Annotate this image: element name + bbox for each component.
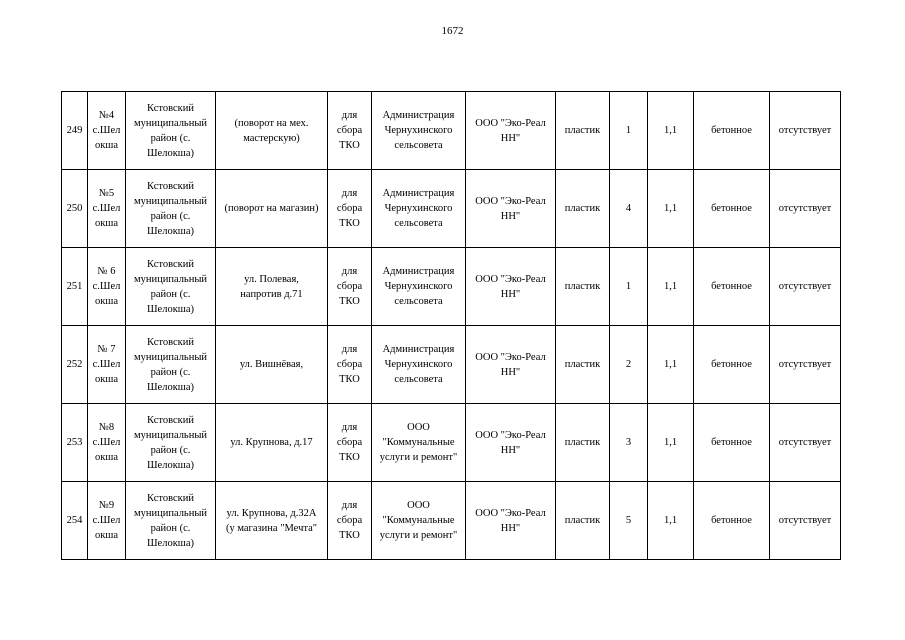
- district-line: Кстовский: [147, 180, 194, 192]
- container-count-cell: 4: [610, 170, 648, 248]
- site-id-line: №8: [98, 422, 115, 433]
- address-line: ул. Крупнова, д.17: [230, 437, 313, 448]
- purpose-line: ТКО: [339, 140, 360, 151]
- operator-line: ООО "Эко-Реал: [475, 273, 546, 285]
- site-id-line: окша: [94, 530, 119, 541]
- address-line: (у магазина "Мечта": [225, 522, 318, 534]
- address-cell: [216, 92, 328, 170]
- surface-cell: бетонное: [694, 170, 770, 248]
- district-line: район (с.: [150, 522, 191, 534]
- district-line: Шелокша): [146, 147, 195, 159]
- purpose-cell: [328, 92, 372, 170]
- purpose-line: сбора: [336, 359, 363, 370]
- material-cell: пластик: [556, 92, 610, 170]
- district-line: муниципальный: [133, 273, 208, 285]
- surface-cell: бетонное: [694, 404, 770, 482]
- operator-line: НН": [500, 522, 521, 534]
- purpose-line: ТКО: [339, 530, 360, 541]
- fence-cell: отсутствует: [770, 482, 841, 560]
- district-line: район (с.: [150, 366, 191, 378]
- purpose-line: ТКО: [339, 452, 360, 463]
- site-id-line: с.Шел: [92, 515, 121, 526]
- material-cell: пластик: [556, 326, 610, 404]
- owner-cell: [372, 404, 466, 482]
- site-id-cell: [88, 326, 126, 404]
- table-body: [62, 92, 841, 560]
- purpose-line: для: [341, 422, 358, 433]
- purpose-cell: [328, 326, 372, 404]
- surface-cell: бетонное: [694, 92, 770, 170]
- owner-line: сельсовета: [394, 218, 443, 229]
- purpose-line: ТКО: [339, 374, 360, 385]
- volume-cell: 1,1: [648, 482, 694, 560]
- purpose-line: ТКО: [339, 218, 360, 229]
- district-line: Шелокша): [146, 225, 195, 237]
- operator-line: НН": [500, 132, 521, 144]
- site-id-line: №9: [98, 500, 115, 511]
- fence-cell: отсутствует: [770, 248, 841, 326]
- operator-line: НН": [500, 366, 521, 378]
- district-line: Кстовский: [147, 102, 194, 114]
- operator-cell: [466, 248, 556, 326]
- operator-line: ООО "Эко-Реал: [475, 351, 546, 363]
- address-line: (поворот на магазин): [224, 203, 319, 214]
- table-row: [62, 404, 841, 482]
- purpose-line: сбора: [336, 125, 363, 136]
- row-number-cell: 252: [62, 326, 88, 404]
- container-sites-table: [61, 91, 841, 560]
- owner-line: Администрация: [382, 110, 455, 121]
- address-line: мастерскую): [243, 132, 300, 144]
- site-id-line: с.Шел: [92, 437, 121, 448]
- owner-line: сельсовета: [394, 374, 443, 385]
- row-number-cell: 254: [62, 482, 88, 560]
- site-id-line: окша: [94, 218, 119, 229]
- district-cell: [126, 326, 216, 404]
- owner-cell: [372, 92, 466, 170]
- district-line: Шелокша): [146, 537, 195, 549]
- district-line: район (с.: [150, 288, 191, 300]
- address-cell: [216, 404, 328, 482]
- surface-cell: бетонное: [694, 326, 770, 404]
- volume-cell: 1,1: [648, 404, 694, 482]
- purpose-cell: [328, 170, 372, 248]
- address-cell: [216, 482, 328, 560]
- district-cell: [126, 404, 216, 482]
- owner-line: ООО: [407, 500, 430, 511]
- district-line: район (с.: [150, 210, 191, 222]
- purpose-cell: [328, 482, 372, 560]
- container-count-cell: 1: [610, 92, 648, 170]
- table-row: [62, 170, 841, 248]
- district-line: Кстовский: [147, 336, 194, 348]
- address-line: (поворот на мех.: [234, 117, 309, 129]
- purpose-cell: [328, 404, 372, 482]
- purpose-line: ТКО: [339, 296, 360, 307]
- owner-line: Чернухинского: [384, 203, 453, 214]
- purpose-line: для: [341, 266, 358, 277]
- address-cell: [216, 170, 328, 248]
- district-line: муниципальный: [133, 117, 208, 129]
- volume-cell: 1,1: [648, 92, 694, 170]
- owner-cell: [372, 170, 466, 248]
- operator-line: ООО "Эко-Реал: [475, 195, 546, 207]
- site-id-line: окша: [94, 452, 119, 463]
- district-line: Кстовский: [147, 258, 194, 270]
- site-id-line: с.Шел: [92, 203, 121, 214]
- site-id-line: № 7: [97, 344, 116, 355]
- address-line: ул. Полевая,: [244, 273, 299, 285]
- operator-cell: [466, 326, 556, 404]
- operator-line: НН": [500, 444, 521, 456]
- owner-cell: [372, 248, 466, 326]
- row-number-cell: 251: [62, 248, 88, 326]
- site-id-line: №4: [98, 110, 115, 121]
- address-line: ул. Вишнёвая,: [239, 359, 304, 370]
- site-id-line: с.Шел: [92, 281, 121, 292]
- site-id-cell: [88, 482, 126, 560]
- site-id-line: № 6: [97, 266, 116, 277]
- district-line: Шелокша): [146, 459, 195, 471]
- owner-line: Чернухинского: [384, 125, 453, 136]
- district-cell: [126, 170, 216, 248]
- purpose-line: для: [341, 110, 358, 121]
- owner-cell: [372, 326, 466, 404]
- site-id-line: №5: [98, 188, 115, 199]
- district-line: муниципальный: [133, 429, 208, 441]
- site-id-cell: [88, 404, 126, 482]
- material-cell: пластик: [556, 170, 610, 248]
- owner-line: сельсовета: [394, 140, 443, 151]
- fence-cell: отсутствует: [770, 404, 841, 482]
- site-id-line: с.Шел: [92, 359, 121, 370]
- purpose-cell: [328, 248, 372, 326]
- operator-line: ООО "Эко-Реал: [475, 507, 546, 519]
- site-id-line: окша: [94, 374, 119, 385]
- site-id-cell: [88, 92, 126, 170]
- owner-line: услуги и ремонт": [379, 452, 458, 463]
- site-id-line: окша: [94, 296, 119, 307]
- owner-line: "Коммунальные: [382, 437, 455, 448]
- purpose-line: для: [341, 188, 358, 199]
- surface-cell: бетонное: [694, 482, 770, 560]
- owner-line: услуги и ремонт": [379, 530, 458, 541]
- district-line: муниципальный: [133, 195, 208, 207]
- address-cell: [216, 326, 328, 404]
- fence-cell: отсутствует: [770, 326, 841, 404]
- material-cell: пластик: [556, 482, 610, 560]
- purpose-line: для: [341, 344, 358, 355]
- operator-line: НН": [500, 288, 521, 300]
- surface-cell: бетонное: [694, 248, 770, 326]
- owner-line: Чернухинского: [384, 281, 453, 292]
- purpose-line: сбора: [336, 203, 363, 214]
- operator-line: НН": [500, 210, 521, 222]
- site-id-cell: [88, 248, 126, 326]
- district-cell: [126, 482, 216, 560]
- container-count-cell: 2: [610, 326, 648, 404]
- purpose-line: сбора: [336, 437, 363, 448]
- container-count-cell: 3: [610, 404, 648, 482]
- address-line: ул. Крупнова, д.32А: [226, 507, 317, 519]
- purpose-line: сбора: [336, 515, 363, 526]
- operator-cell: [466, 170, 556, 248]
- district-line: Кстовский: [147, 414, 194, 426]
- district-line: муниципальный: [133, 507, 208, 519]
- site-id-line: окша: [94, 140, 119, 151]
- site-id-line: с.Шел: [92, 125, 121, 136]
- volume-cell: 1,1: [648, 326, 694, 404]
- address-line: напротив д.71: [240, 288, 303, 300]
- operator-cell: [466, 92, 556, 170]
- material-cell: пластик: [556, 404, 610, 482]
- district-line: Кстовский: [147, 492, 194, 504]
- volume-cell: 1,1: [648, 248, 694, 326]
- operator-line: ООО "Эко-Реал: [475, 429, 546, 441]
- owner-line: "Коммунальные: [382, 515, 455, 526]
- operator-cell: [466, 404, 556, 482]
- row-number-cell: 250: [62, 170, 88, 248]
- district-line: Шелокша): [146, 303, 195, 315]
- operator-line: ООО "Эко-Реал: [475, 117, 546, 129]
- page-number: 1672: [441, 25, 464, 37]
- district-line: район (с.: [150, 444, 191, 456]
- owner-line: Администрация: [382, 188, 455, 199]
- container-count-cell: 1: [610, 248, 648, 326]
- table-row: [62, 482, 841, 560]
- district-line: Шелокша): [146, 381, 195, 393]
- row-number-cell: 253: [62, 404, 88, 482]
- owner-line: ООО: [407, 422, 430, 433]
- container-count-cell: 5: [610, 482, 648, 560]
- volume-cell: 1,1: [648, 170, 694, 248]
- owner-line: Администрация: [382, 266, 455, 277]
- fence-cell: отсутствует: [770, 170, 841, 248]
- district-cell: [126, 92, 216, 170]
- owner-line: сельсовета: [394, 296, 443, 307]
- table-row: [62, 92, 841, 170]
- district-line: муниципальный: [133, 351, 208, 363]
- district-cell: [126, 248, 216, 326]
- fence-cell: отсутствует: [770, 92, 841, 170]
- site-id-cell: [88, 170, 126, 248]
- district-line: район (с.: [150, 132, 191, 144]
- table-row: [62, 326, 841, 404]
- operator-cell: [466, 482, 556, 560]
- address-cell: [216, 248, 328, 326]
- purpose-line: сбора: [336, 281, 363, 292]
- table-row: [62, 248, 841, 326]
- owner-line: Администрация: [382, 344, 455, 355]
- row-number-cell: 249: [62, 92, 88, 170]
- owner-line: Чернухинского: [384, 359, 453, 370]
- material-cell: пластик: [556, 248, 610, 326]
- purpose-line: для: [341, 500, 358, 511]
- owner-cell: [372, 482, 466, 560]
